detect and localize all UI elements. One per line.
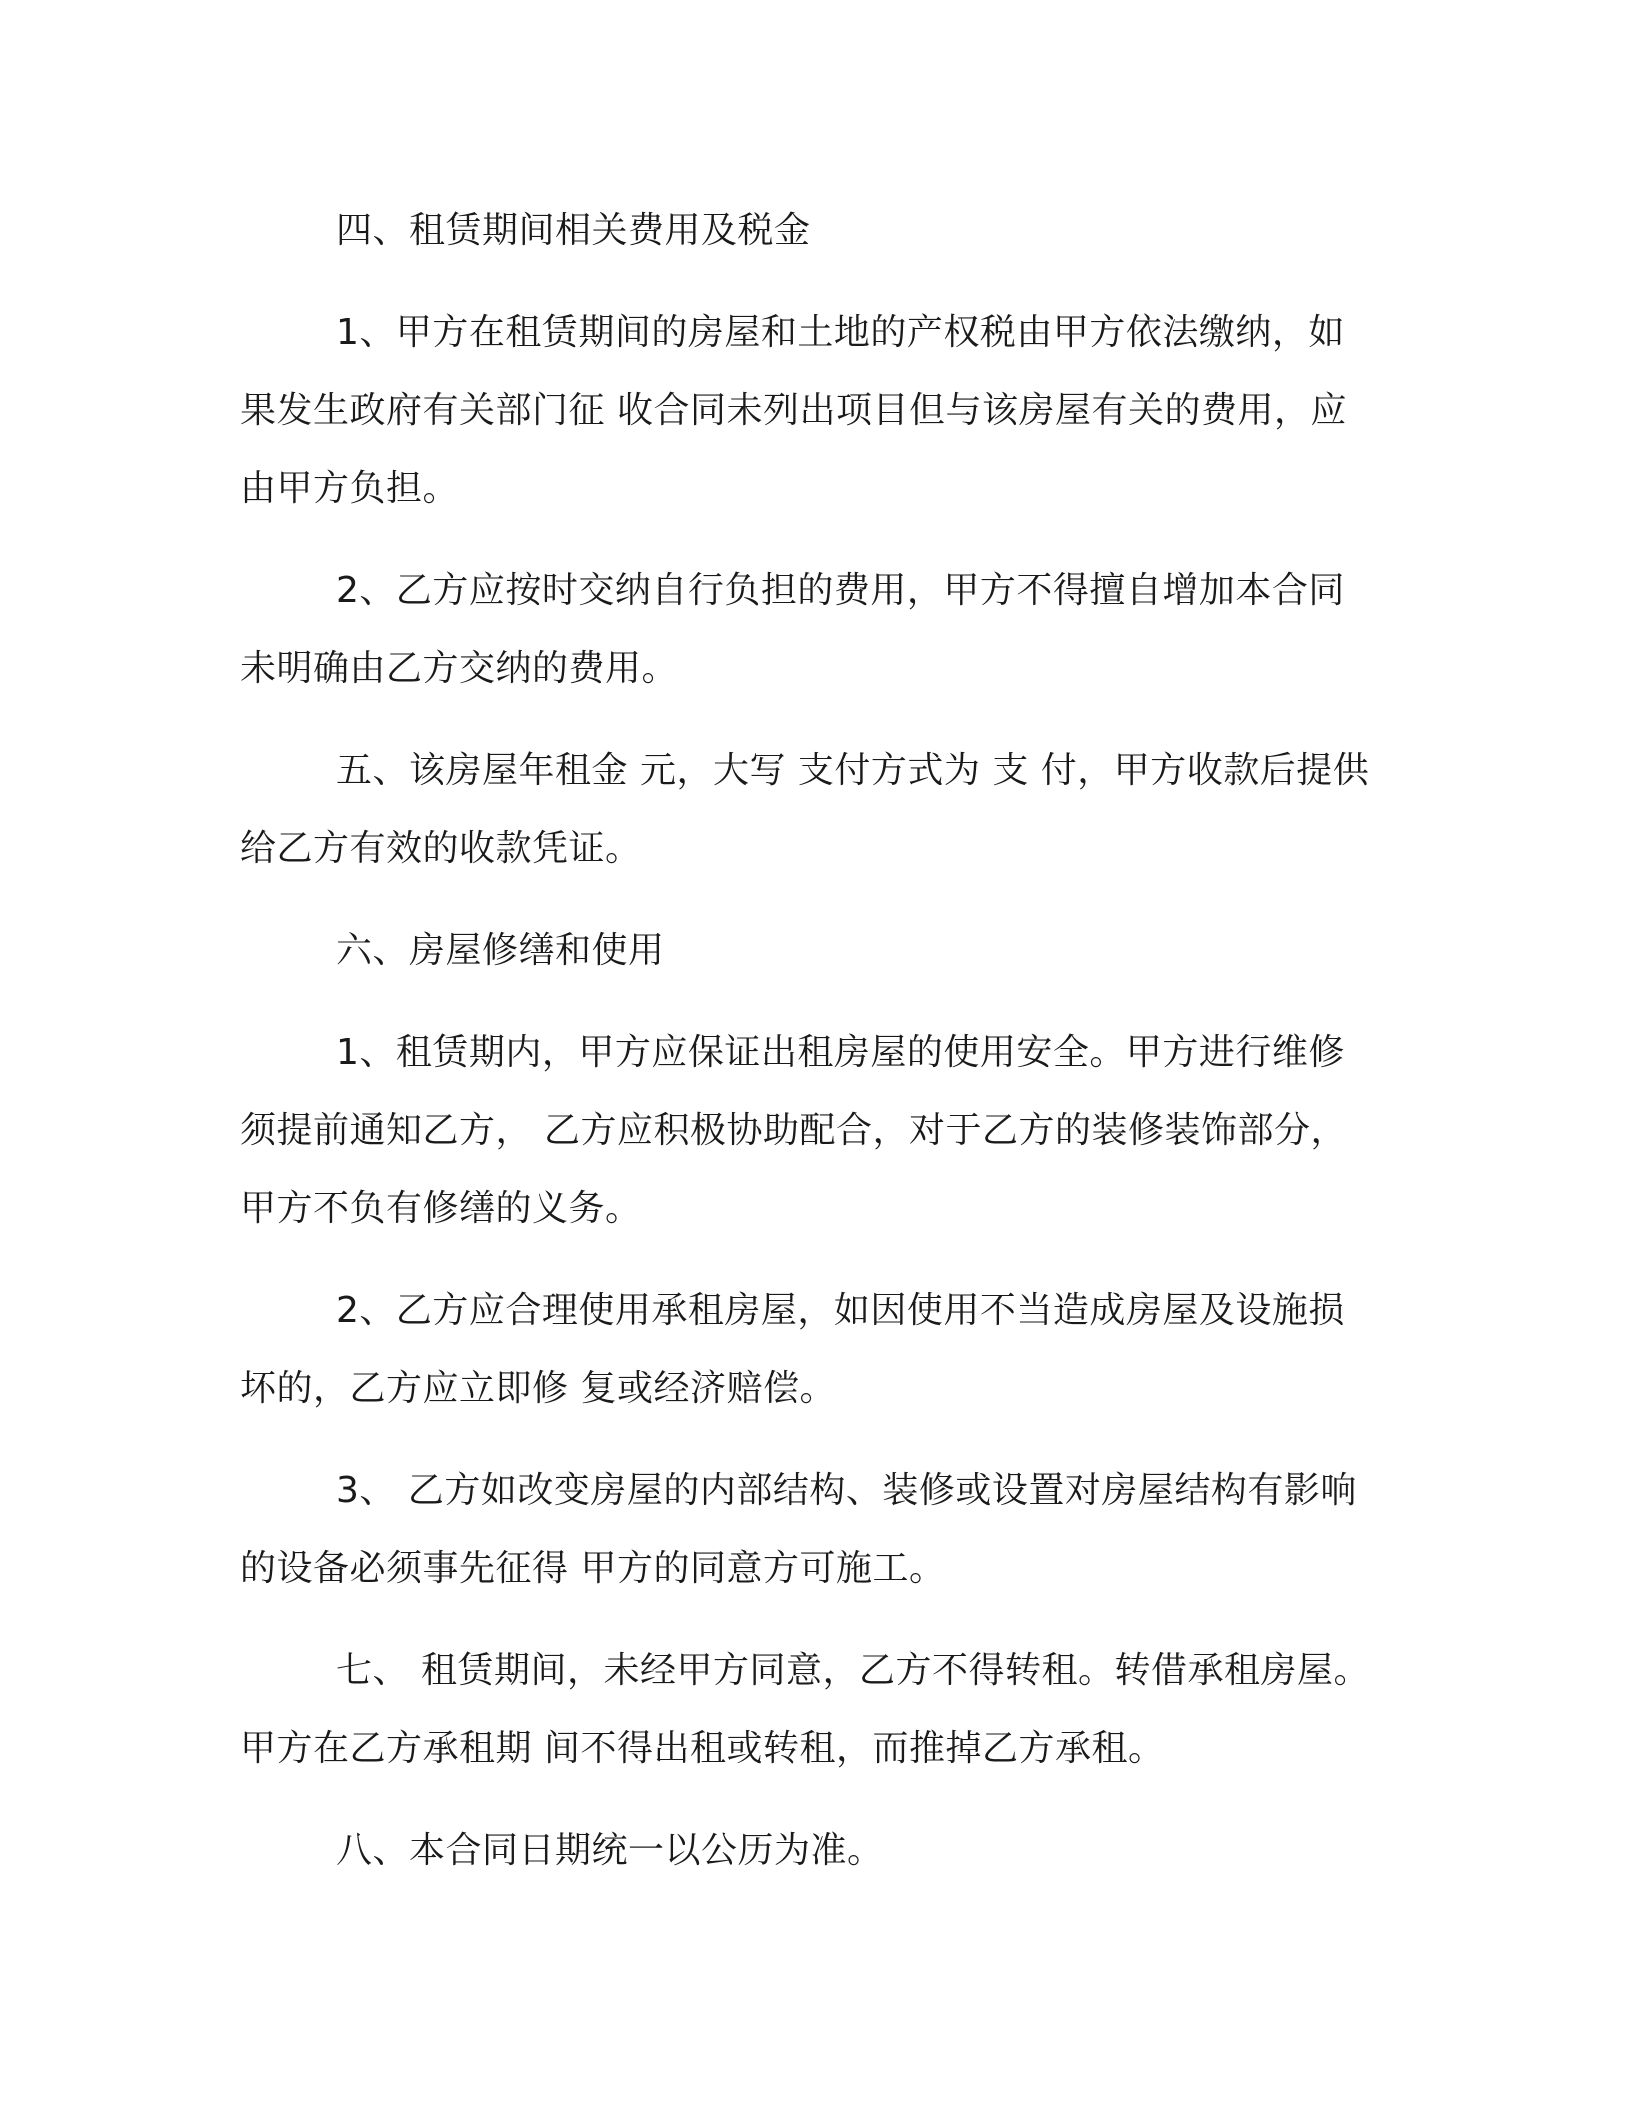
clause-tenant-damage: 2、乙方应合理使用承租房屋，如因使用不当造成房屋及设施损坏的，乙方应立即修 复或经济赔偿。 — [240, 1290, 1345, 1409]
section-sublease: 七、 租赁期间，未经甲方同意，乙方不得转租。转借承租房屋。甲方在乙方承租期 间不得出租或转租，而推掉乙方承租。 — [240, 1650, 1370, 1769]
clause-tenant-fees: 2、乙方应按时交纳自行负担的费用，甲方不得擅自增加本合同未明确由乙方交纳的费用。 — [240, 570, 1345, 689]
section-calendar: 八、本合同日期统一以公历为准。 — [336, 1830, 884, 1871]
clause-structure-change: 3、 乙方如改变房屋的内部结构、装修或设置对房屋结构有影响的设备必须事先征得 甲方的同意方可施工。 — [240, 1470, 1357, 1589]
section-heading-fees-taxes: 四、租赁期间相关费用及税金 — [336, 210, 811, 251]
section-annual-rent: 五、该房屋年租金 元，大写 支付方式为 支 付，甲方收款后提供给乙方有效的收款凭证。 — [240, 750, 1370, 869]
document-body — [240, 192, 1380, 1914]
clause-landlord-repair: 1、租赁期内，甲方应保证出租房屋的使用安全。甲方进行维修须提前通知乙方， 乙方应积极协助配合，对于乙方的装修装饰部分，甲方不负有修缮的义务。 — [240, 1032, 1347, 1229]
section-heading-repair-use: 六、房屋修缮和使用 — [336, 930, 665, 971]
clause-property-tax: 1、甲方在租赁期间的房屋和土地的产权税由甲方依法缴纳，如果发生政府有关部门征 收合同未列出项目但与该房屋有关的费用，应由甲方负担。 — [240, 312, 1347, 509]
